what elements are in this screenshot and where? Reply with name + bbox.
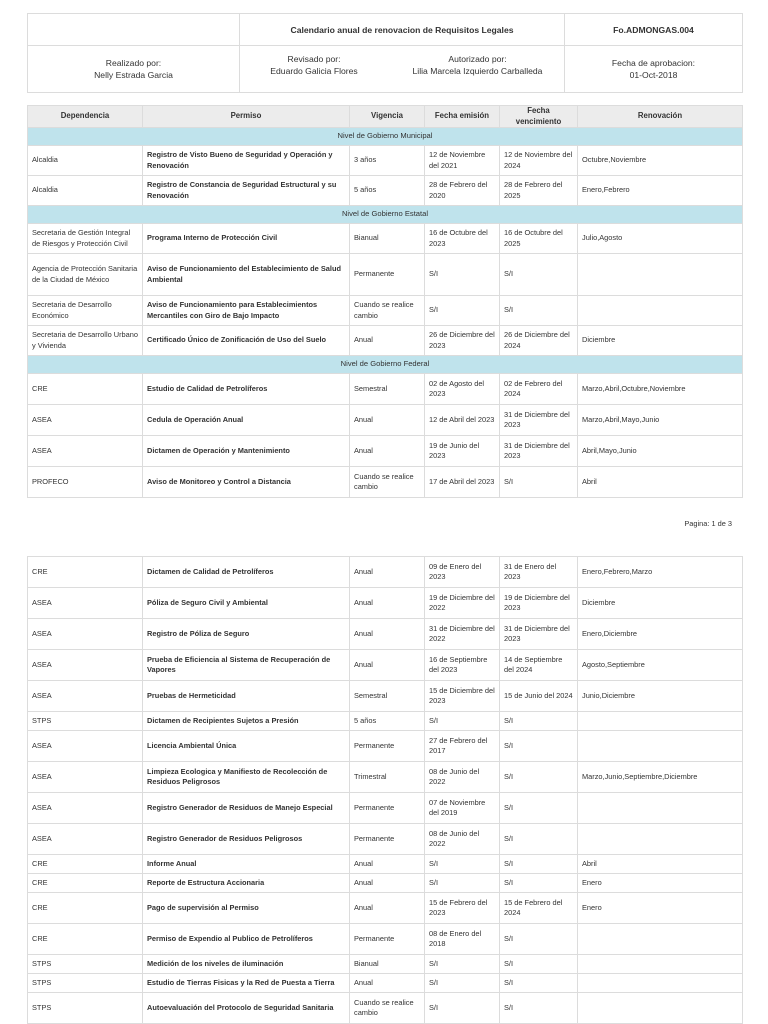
cell-permiso: Autoevaluación del Protocolo de Seguridad Sanitaria — [143, 993, 350, 1024]
cell-vigencia: Anual — [350, 557, 425, 588]
cell-vigencia: Trimestral — [350, 762, 425, 793]
cell-vigencia: Anual — [350, 405, 425, 436]
realizado-label: Realizado por: — [105, 58, 162, 68]
cell-renovacion — [578, 731, 743, 762]
cell-dependencia: Alcaldia — [28, 146, 143, 176]
cell-renovacion: Agosto,Septiembre — [578, 650, 743, 681]
section-row — [28, 356, 743, 374]
cell-vigencia: Anual — [350, 436, 425, 467]
cell-vigencia: Anual — [350, 588, 425, 619]
table-row — [28, 874, 743, 893]
table-row — [28, 793, 743, 824]
cell-emision: S/I — [425, 296, 500, 326]
col-dependencia-header: Dependencia — [28, 106, 143, 128]
cell-vencimiento: 31 de Diciembre del 2023 — [500, 436, 578, 467]
cell-vencimiento: S/I — [500, 855, 578, 874]
section-title: Nivel de Gobierno Federal — [28, 356, 743, 374]
cell-vigencia: Anual — [350, 874, 425, 893]
cell-renovacion — [578, 254, 743, 296]
cell-vigencia: Anual — [350, 650, 425, 681]
cell-dependencia: Alcaldia — [28, 176, 143, 206]
cell-vencimiento: 28 de Febrero del 2025 — [500, 176, 578, 206]
revisado-name: Eduardo Galicia Flores — [270, 66, 358, 76]
cell-vencimiento: S/I — [500, 974, 578, 993]
cell-vigencia: Bianual — [350, 224, 425, 254]
cell-permiso: Dictamen de Recipientes Sujetos a Presión — [143, 712, 350, 731]
cell-vencimiento: 15 de Junio del 2024 — [500, 681, 578, 712]
table-row — [28, 374, 743, 405]
table-row — [28, 650, 743, 681]
cell-dependencia: Secretaria de Desarrollo Económico — [28, 296, 143, 326]
cell-permiso: Estudio de Tierras Fisicas y la Red de Puesta a Tierra — [143, 974, 350, 993]
cell-emision: 08 de Junio del 2022 — [425, 824, 500, 855]
cell-vencimiento: S/I — [500, 874, 578, 893]
cell-emision: S/I — [425, 712, 500, 731]
cell-dependencia: CRE — [28, 893, 143, 924]
cell-dependencia: ASEA — [28, 619, 143, 650]
table-row — [28, 681, 743, 712]
cell-renovacion — [578, 712, 743, 731]
table-row — [28, 712, 743, 731]
cell-dependencia: Secretaria de Desarrollo Urbano y Vivienda — [28, 326, 143, 356]
cell-permiso: Póliza de Seguro Civil y Ambiental — [143, 588, 350, 619]
table-row — [28, 924, 743, 955]
cell-vencimiento: 26 de Diciembre del 2024 — [500, 326, 578, 356]
cell-vencimiento: 19 de Diciembre del 2023 — [500, 588, 578, 619]
table-row — [28, 224, 743, 254]
cell-vencimiento: S/I — [500, 731, 578, 762]
cell-emision: 19 de Junio del 2023 — [425, 436, 500, 467]
section-title: Nivel de Gobierno Estatal — [28, 206, 743, 224]
cell-vigencia: Anual — [350, 974, 425, 993]
cell-renovacion: Abril,Mayo,Junio — [578, 436, 743, 467]
cell-permiso: Prueba de Eficiencia al Sistema de Recuperación de Vapores — [143, 650, 350, 681]
realizado-name: Nelly Estrada Garcia — [94, 70, 173, 80]
cell-dependencia: STPS — [28, 993, 143, 1024]
cell-permiso: Cedula de Operación Anual — [143, 405, 350, 436]
cell-emision: 17 de Abril del 2023 — [425, 467, 500, 498]
cell-vigencia: Cuando se realice cambio — [350, 993, 425, 1024]
cell-dependencia: CRE — [28, 855, 143, 874]
cell-vigencia: Semestral — [350, 681, 425, 712]
table-row — [28, 146, 743, 176]
autorizado-text — [390, 53, 565, 77]
cell-emision: S/I — [425, 955, 500, 974]
section-row — [28, 206, 743, 224]
cell-renovacion: Enero,Diciembre — [578, 619, 743, 650]
cell-dependencia: ASEA — [28, 405, 143, 436]
document-code: Fo.ADMONGAS.004 — [565, 14, 743, 46]
cell-dependencia: ASEA — [28, 762, 143, 793]
cell-vencimiento: S/I — [500, 712, 578, 731]
autorizado-label: Autorizado por: — [448, 54, 507, 64]
cell-vigencia: Permanente — [350, 824, 425, 855]
cell-emision: 08 de Junio del 2022 — [425, 762, 500, 793]
table-row — [28, 993, 743, 1024]
cell-renovacion: Marzo,Junio,Septiembre,Diciembre — [578, 762, 743, 793]
cell-renovacion: Enero — [578, 893, 743, 924]
cell-dependencia: STPS — [28, 712, 143, 731]
cell-emision: 19 de Diciembre del 2022 — [425, 588, 500, 619]
cell-vencimiento: 31 de Diciembre del 2023 — [500, 619, 578, 650]
cell-vigencia: Anual — [350, 326, 425, 356]
cell-vigencia: 5 años — [350, 712, 425, 731]
cell-emision: 12 de Abril del 2023 — [425, 405, 500, 436]
cell-renovacion: Enero — [578, 874, 743, 893]
cell-permiso: Registro de Póliza de Seguro — [143, 619, 350, 650]
cell-renovacion: Julio,Agosto — [578, 224, 743, 254]
cell-vencimiento: S/I — [500, 924, 578, 955]
cell-renovacion: Diciembre — [578, 588, 743, 619]
cell-dependencia: CRE — [28, 924, 143, 955]
header-empty-cell — [28, 14, 240, 46]
cell-permiso: Aviso de Funcionamiento del Establecimiento de Salud Ambiental — [143, 254, 350, 296]
cell-renovacion — [578, 955, 743, 974]
table-row — [28, 254, 743, 296]
table-row — [28, 326, 743, 356]
cell-vencimiento: S/I — [500, 254, 578, 296]
cell-renovacion: Octubre,Noviembre — [578, 146, 743, 176]
cell-permiso: Registro Generador de Residuos Peligrosos — [143, 824, 350, 855]
cell-dependencia: PROFECO — [28, 467, 143, 498]
revisado-text — [239, 53, 389, 77]
cell-vigencia: Permanente — [350, 254, 425, 296]
cell-vencimiento: 31 de Enero del 2023 — [500, 557, 578, 588]
cell-renovacion — [578, 993, 743, 1024]
cell-renovacion — [578, 924, 743, 955]
realizado-cell — [28, 46, 240, 93]
cell-permiso: Medición de los niveles de iluminación — [143, 955, 350, 974]
table-row — [28, 588, 743, 619]
cell-permiso: Dictamen de Calidad de Petrolíferos — [143, 557, 350, 588]
cell-vigencia: Semestral — [350, 374, 425, 405]
cell-vencimiento: 14 de Septiembre del 2024 — [500, 650, 578, 681]
cell-emision: 15 de Febrero del 2023 — [425, 893, 500, 924]
page-number: Pagina: 1 de 3 — [684, 519, 732, 528]
cell-dependencia: ASEA — [28, 436, 143, 467]
table-row — [28, 176, 743, 206]
cell-renovacion — [578, 824, 743, 855]
cell-vencimiento: S/I — [500, 993, 578, 1024]
cell-emision: 12 de Noviembre del 2021 — [425, 146, 500, 176]
document-header — [27, 13, 743, 46]
cell-emision: S/I — [425, 974, 500, 993]
cell-vigencia: Cuando se realice cambio — [350, 467, 425, 498]
cell-vencimiento: 12 de Noviembre del 2024 — [500, 146, 578, 176]
table-row — [28, 974, 743, 993]
cell-emision: S/I — [425, 993, 500, 1024]
cell-vencimiento: S/I — [500, 296, 578, 326]
cell-permiso: Registro de Visto Bueno de Seguridad y Operación y Renovación — [143, 146, 350, 176]
cell-renovacion: Abril — [578, 467, 743, 498]
cell-vencimiento: 16 de Octubre del 2025 — [500, 224, 578, 254]
cell-emision: 02 de Agosto del 2023 — [425, 374, 500, 405]
requirements-table-page-2 — [27, 556, 743, 1024]
cell-renovacion: Marzo,Abril,Mayo,Junio — [578, 405, 743, 436]
table-row — [28, 893, 743, 924]
cell-emision: 28 de Febrero del 2020 — [425, 176, 500, 206]
cell-vencimiento: 15 de Febrero del 2024 — [500, 893, 578, 924]
cell-renovacion: Diciembre — [578, 326, 743, 356]
col-permiso-header: Permiso — [143, 106, 350, 128]
cell-renovacion: Enero,Febrero — [578, 176, 743, 206]
cell-renovacion: Abril — [578, 855, 743, 874]
cell-dependencia: CRE — [28, 874, 143, 893]
table-row — [28, 731, 743, 762]
fecha-label: Fecha de aprobacion: — [611, 58, 696, 68]
cell-permiso: Reporte de Estructura Accionaria — [143, 874, 350, 893]
cell-permiso: Informe Anual — [143, 855, 350, 874]
cell-emision: S/I — [425, 254, 500, 296]
cell-emision: 08 de Enero del 2018 — [425, 924, 500, 955]
cell-emision: 16 de Octubre del 2023 — [425, 224, 500, 254]
cell-vigencia: Permanente — [350, 731, 425, 762]
cell-permiso: Permiso de Expendio al Publico de Petrolíferos — [143, 924, 350, 955]
cell-emision: 26 de Diciembre del 2023 — [425, 326, 500, 356]
cell-vencimiento: S/I — [500, 824, 578, 855]
cell-vigencia: Bianual — [350, 955, 425, 974]
requirements-table-page-1 — [27, 105, 743, 498]
fecha-value: 01-Oct-2018 — [629, 70, 678, 80]
cell-dependencia: ASEA — [28, 588, 143, 619]
table-row — [28, 824, 743, 855]
table-row — [28, 619, 743, 650]
cell-emision: 15 de Diciembre del 2023 — [425, 681, 500, 712]
cell-vigencia: 3 años — [350, 146, 425, 176]
cell-permiso: Pruebas de Hermeticidad — [143, 681, 350, 712]
cell-vigencia: Anual — [350, 619, 425, 650]
table-row — [28, 467, 743, 498]
col-fecha-emision-header: Fecha emisión — [425, 106, 500, 128]
cell-dependencia: ASEA — [28, 650, 143, 681]
cell-vigencia: Permanente — [350, 793, 425, 824]
cell-renovacion — [578, 793, 743, 824]
cell-vencimiento: S/I — [500, 762, 578, 793]
cell-vigencia: Permanente — [350, 924, 425, 955]
cell-permiso: Certificado Único de Zonificación de Uso del Suelo — [143, 326, 350, 356]
autorizado-name: Lilia Marcela Izquierdo Carballeda — [412, 66, 543, 76]
cell-permiso: Limpieza Ecologica y Manifiesto de Recolección de Residuos Peligrosos — [143, 762, 350, 793]
col-vigencia-header: Vigencia — [350, 106, 425, 128]
cell-vigencia: Anual — [350, 855, 425, 874]
table-row — [28, 855, 743, 874]
cell-vigencia: 5 años — [350, 176, 425, 206]
table-row — [28, 762, 743, 793]
cell-renovacion — [578, 296, 743, 326]
revisado-label: Revisado por: — [287, 54, 341, 64]
table-header-row — [28, 106, 743, 128]
section-title: Nivel de Gobierno Municipal — [28, 128, 743, 146]
cell-dependencia: ASEA — [28, 793, 143, 824]
cell-renovacion: Marzo,Abril,Octubre,Noviembre — [578, 374, 743, 405]
cell-emision: S/I — [425, 874, 500, 893]
cell-permiso: Estudio de Calidad de Petrolíferos — [143, 374, 350, 405]
cell-vigencia: Cuando se realice cambio — [350, 296, 425, 326]
cell-vencimiento: S/I — [500, 467, 578, 498]
cell-permiso: Programa Interno de Protección Civil — [143, 224, 350, 254]
fecha-cell — [565, 46, 743, 93]
cell-permiso: Registro Generador de Residuos de Manejo Especial — [143, 793, 350, 824]
cell-emision: 09 de Enero del 2023 — [425, 557, 500, 588]
cell-emision: S/I — [425, 855, 500, 874]
cell-permiso: Aviso de Funcionamiento para Establecimientos Mercantiles con Giro de Bajo Impacto — [143, 296, 350, 326]
cell-dependencia: CRE — [28, 557, 143, 588]
cell-renovacion: Junio,Diciembre — [578, 681, 743, 712]
cell-permiso: Registro de Constancia de Seguridad Estructural y su Renovación — [143, 176, 350, 206]
cell-dependencia: ASEA — [28, 824, 143, 855]
cell-emision: 27 de Febrero del 2017 — [425, 731, 500, 762]
cell-permiso: Aviso de Monitoreo y Control a Distancia — [143, 467, 350, 498]
cell-emision: 16 de Septiembre del 2023 — [425, 650, 500, 681]
table-row — [28, 436, 743, 467]
cell-vigencia: Anual — [350, 893, 425, 924]
cell-dependencia: ASEA — [28, 731, 143, 762]
table-row — [28, 405, 743, 436]
cell-dependencia: Agencia de Protección Sanitaria de la Ciudad de México — [28, 254, 143, 296]
cell-dependencia: STPS — [28, 974, 143, 993]
cell-dependencia: ASEA — [28, 681, 143, 712]
table-row — [28, 557, 743, 588]
cell-permiso: Licencia Ambiental Única — [143, 731, 350, 762]
col-fecha-vencimiento-header: Fecha vencimiento — [500, 106, 578, 128]
cell-vencimiento: 31 de Diciembre del 2023 — [500, 405, 578, 436]
cell-dependencia: STPS — [28, 955, 143, 974]
cell-vencimiento: S/I — [500, 955, 578, 974]
cell-dependencia: Secretaria de Gestión Integral de Riesgos y Protección Civil — [28, 224, 143, 254]
cell-permiso: Dictamen de Operación y Mantenimiento — [143, 436, 350, 467]
cell-renovacion: Enero,Febrero,Marzo — [578, 557, 743, 588]
document-title: Calendario anual de renovacion de Requisitos Legales — [240, 14, 565, 46]
section-row — [28, 128, 743, 146]
cell-renovacion — [578, 974, 743, 993]
col-renovacion-header: Renovación — [578, 106, 743, 128]
cell-dependencia: CRE — [28, 374, 143, 405]
cell-vencimiento: S/I — [500, 793, 578, 824]
table-row — [28, 955, 743, 974]
table-row — [28, 296, 743, 326]
cell-emision: 31 de Diciembre del 2022 — [425, 619, 500, 650]
cell-permiso: Pago de supervisión al Permiso — [143, 893, 350, 924]
cell-emision: 07 de Noviembre del 2019 — [425, 793, 500, 824]
cell-vencimiento: 02 de Febrero del 2024 — [500, 374, 578, 405]
